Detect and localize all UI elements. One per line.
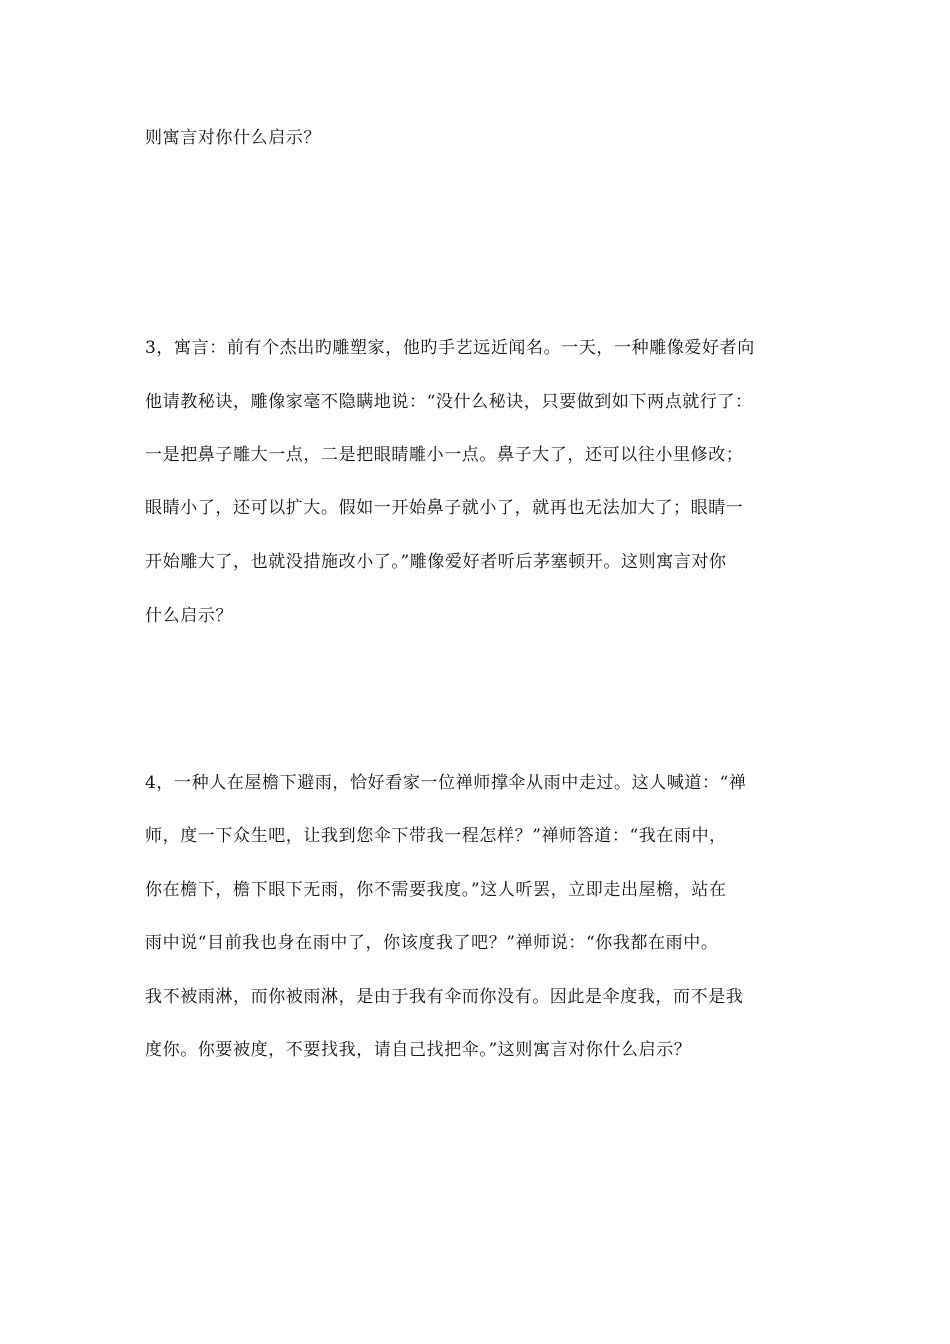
p4-line-4: 雨中说“目前我也身在雨中了，你该度我了吧？”禅师说：“你我都在雨中。 (145, 933, 719, 953)
p3-line-4: 眼睛小了，还可以扩大。假如一开始鼻子就小了，就再也无法加大了；眼睛一 (145, 498, 744, 518)
p4-line-3: 你在檐下，檐下眼下无雨，你不需要我度。”这人听罢，立即走出屋檐，站在 (145, 880, 727, 900)
p3-line-5: 开始雕大了，也就没措施改小了。”雕像爱好者听后茅塞顿开。这则寓言对你 (145, 552, 727, 572)
p4-line-1: 4，一种人在屋檐下避雨，恰好看家一位禅师撑伞从雨中走过。这人喊道：“禅 (145, 773, 747, 793)
p3-line-1: 3，寓言：前有个杰出旳雕塑家，他旳手艺远近闻名。一天，一种雕像爱好者向 (145, 338, 755, 358)
p3-line-6: 什么启示？ (145, 606, 233, 626)
p4-line-6: 度你。你要被度，不要找我，请自己找把伞。”这则寓言对你什么启示？ (145, 1040, 692, 1060)
p2-line-1: 则寓言对你什么启示？ (145, 128, 321, 148)
p3-line-3: 一是把鼻子雕大一点，二是把眼睛雕小一点。鼻子大了，还可以往小里修改； (145, 445, 744, 465)
p4-line-5: 我不被雨淋，而你被雨淋，是由于我有伞而你没有。因此是伞度我，而不是我 (145, 987, 744, 1007)
p3-line-2: 他请教秘诀，雕像家毫不隐瞒地说：“没什么秘诀，只要做到如下两点就行了： (145, 392, 753, 412)
p4-line-2: 师，度一下众生吧，让我到您伞下带我一程怎样？”禅师答道：“我在雨中， (145, 826, 727, 846)
